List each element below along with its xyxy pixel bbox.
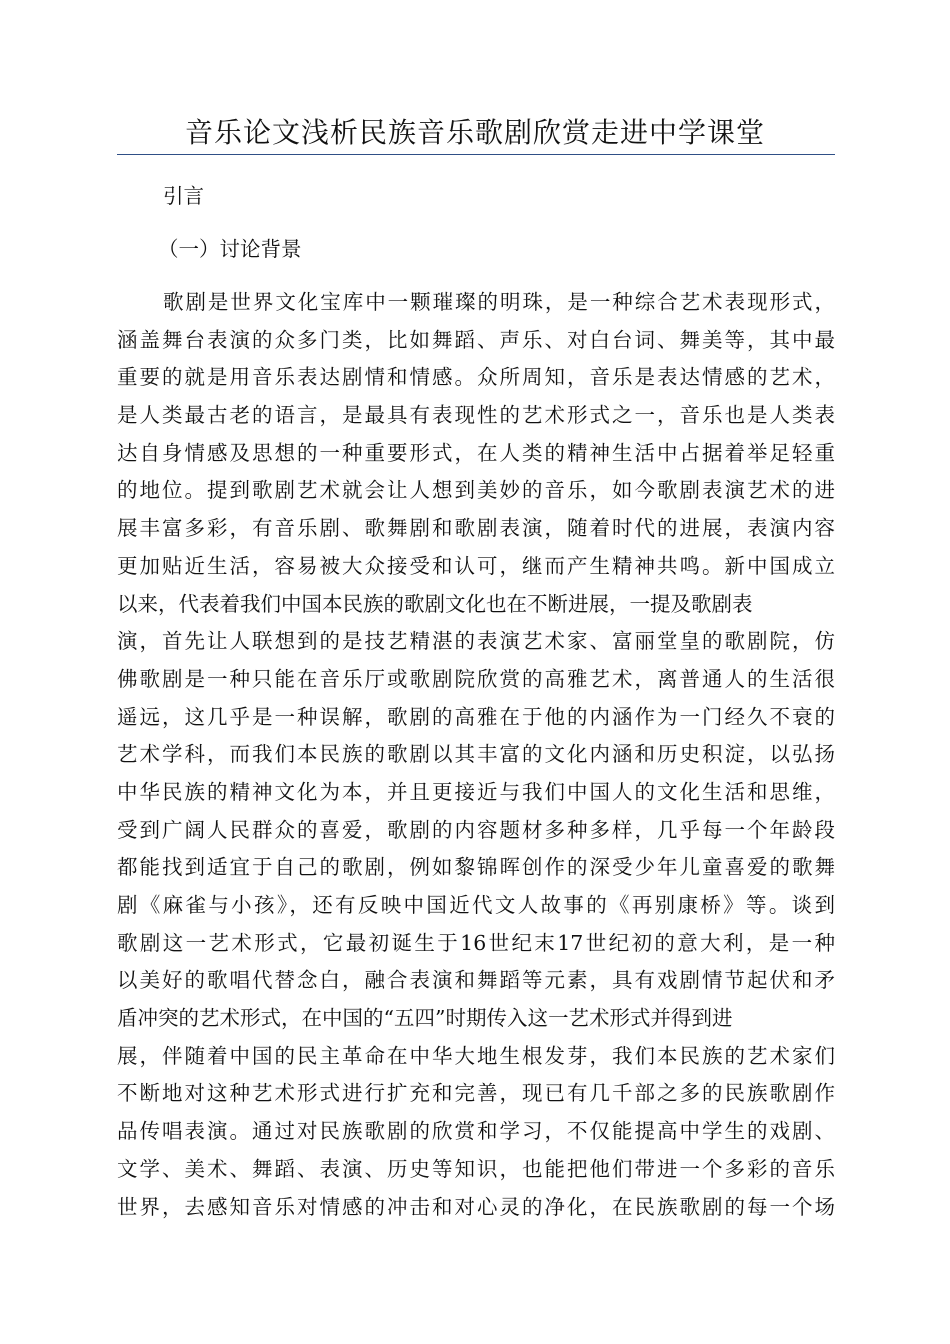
paragraph-line: 以美好的歌唱代替念白，融合表演和舞蹈等元素，具有戏剧情节起伏和矛 [117, 968, 835, 993]
paragraph-line: 涵盖舞台表演的众多门类，比如舞蹈、声乐、对白台词、舞美等，其中最 [117, 327, 835, 352]
paragraph-line: 展，伴随着中国的民主革命在中华大地生根发芽，我们本民族的艺术家们 [117, 1043, 835, 1068]
paragraph-line: 以来，代表着我们中国本民族的歌剧文化也在不断进展，一提及歌剧表 [117, 591, 753, 616]
section-heading: 引言 [163, 184, 204, 208]
paragraph-line: 演，首先让人联想到的是技艺精湛的表演艺术家、富丽堂皇的歌剧院，仿 [117, 629, 835, 654]
paragraph-line: 盾冲突的艺术形式，在中国的“五四”时期传入这一艺术形式并得到进 [117, 1006, 733, 1031]
document-title: 音乐论文浅析民族音乐歌剧欣赏走进中学课堂 [184, 116, 765, 149]
paragraph-line: 剧《麻雀与小孩》，还有反映中国近代文人故事的《再别康桥》等。谈到 [117, 893, 835, 917]
paragraph-line: 达自身情感及思想的一种重要形式，在人类的精神生活中占据着举足轻重 [117, 440, 835, 465]
paragraph-line: 的地位。提到歌剧艺术就会让人想到美妙的音乐，如今歌剧表演艺术的进 [117, 478, 835, 503]
paragraph-line: 重要的就是用音乐表达剧情和情感。众所周知，音乐是表达情感的艺术， [117, 365, 835, 390]
paragraph-line: 艺术学科，而我们本民族的歌剧以其丰富的文化内涵和历史积淀，以弘扬 [117, 742, 835, 767]
paragraph-line: 受到广阔人民群众的喜爱，歌剧的内容题材多种多样，几乎每一个年龄段 [117, 817, 835, 842]
body-paragraph [117, 288, 835, 1230]
paragraph-line: 更加贴近生活，容易被大众接受和认可，继而产生精神共鸣。新中国成立 [117, 553, 835, 578]
paragraph-line: 展丰富多彩，有音乐剧、歌舞剧和歌剧表演，随着时代的进展，表演内容 [117, 516, 835, 541]
paragraph-line: 佛歌剧是一种只能在音乐厅或歌剧院欣赏的高雅艺术，离普通人的生活很 [117, 666, 835, 691]
paragraph-line: 文学、美术、舞蹈、表演、历史等知识，也能把他们带进一个多彩的音乐 [117, 1156, 835, 1181]
paragraph-line: 歌剧这一艺术形式，它最初诞生于16世纪末17世纪初的意大利，是一种 [117, 930, 835, 955]
title-underline [117, 154, 835, 155]
paragraph-line: 歌剧是世界文化宝库中一颗璀璨的明珠，是一种综合艺术表现形式， [163, 290, 835, 314]
paragraph-line: 世界，去感知音乐对情感的冲击和对心灵的净化，在民族歌剧的每一个场 [117, 1194, 835, 1219]
paragraph-line: 遥远，这几乎是一种误解，歌剧的高雅在于他的内涵作为一门经久不衰的 [117, 704, 835, 729]
paragraph-line: 品传唱表演。通过对民族歌剧的欣赏和学习，不仅能提高中学生的戏剧、 [117, 1119, 835, 1144]
paragraph-line: 中华民族的精神文化为本，并且更接近与我们中国人的文化生活和思维， [117, 779, 835, 804]
paragraph-line: 不断地对这种艺术形式进行扩充和完善，现已有几千部之多的民族歌剧作 [117, 1081, 835, 1106]
paragraph-line: 是人类最古老的语言，是最具有表现性的艺术形式之一，音乐也是人类表 [117, 403, 835, 428]
subsection-heading: （一）讨论背景 [158, 237, 302, 261]
paragraph-line: 都能找到适宜于自己的歌剧，例如黎锦晖创作的深受少年儿童喜爱的歌舞 [117, 855, 835, 880]
